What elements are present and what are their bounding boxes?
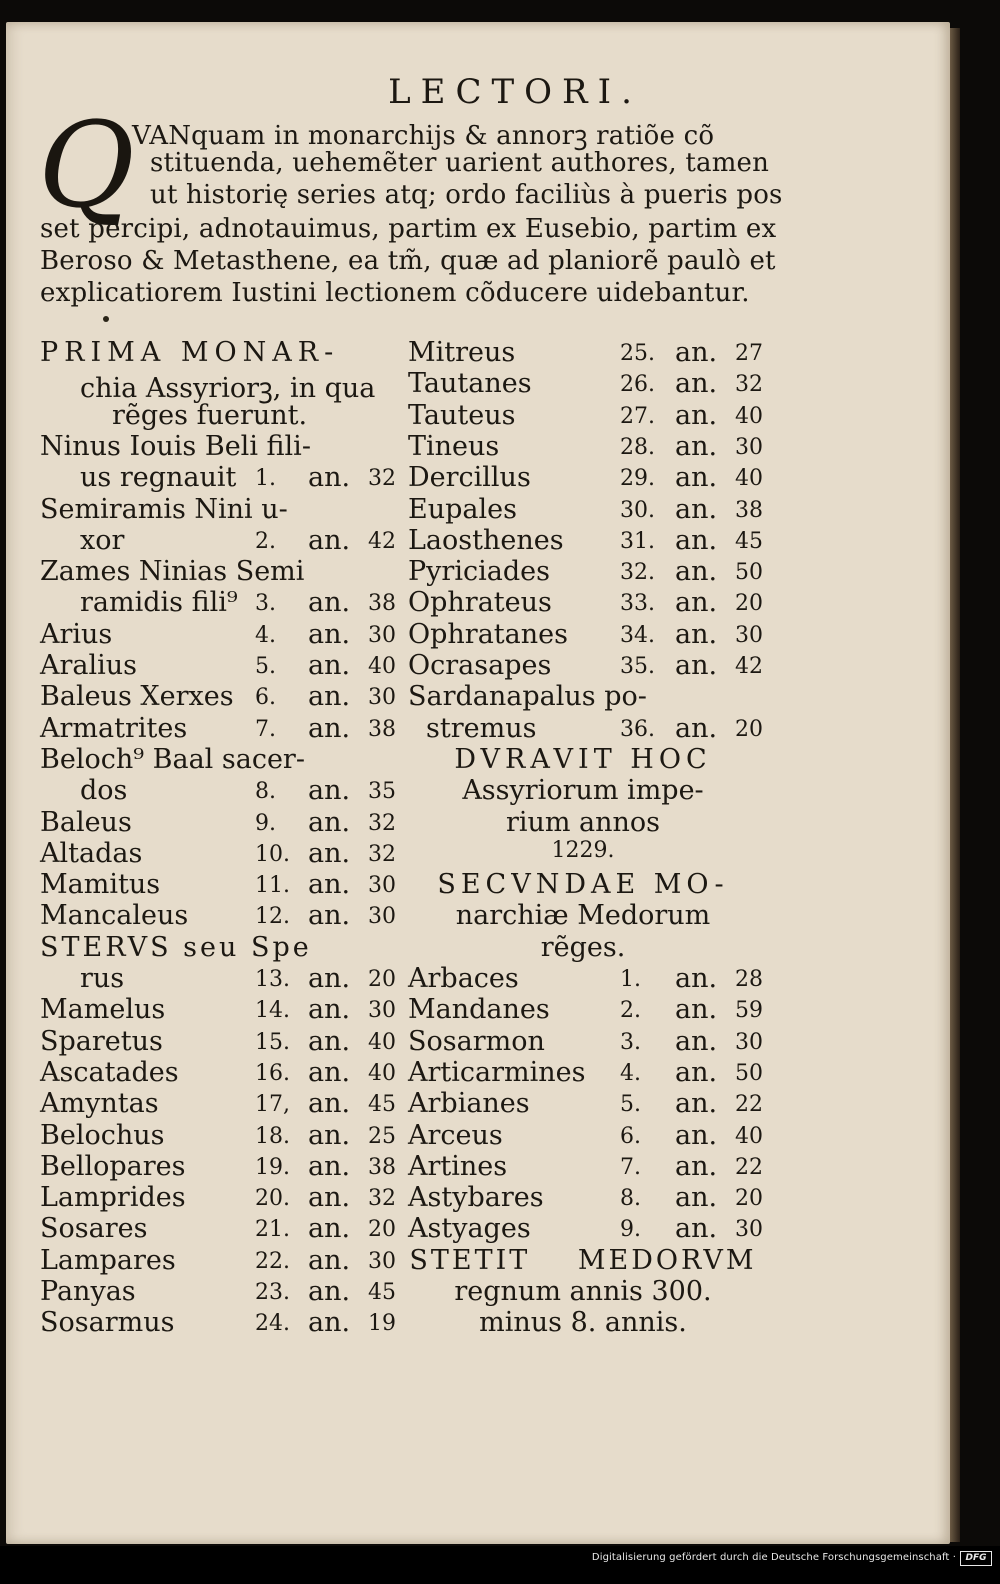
left-entry-text: Ninus Iouis Beli fili-	[40, 430, 311, 462]
right-entry-years: 30	[735, 1029, 763, 1055]
intro-line: stituenda, uehemẽter uarient authores, tamen	[150, 148, 770, 178]
right-entry-text: Arceus	[408, 1119, 503, 1151]
left-entry-text: Panyas	[40, 1276, 136, 1307]
left-entry-number: 1.	[255, 466, 276, 492]
right-entry-years: 59	[735, 998, 763, 1024]
right-entry-an: an.	[675, 1056, 718, 1088]
left-entry-years: 30	[368, 685, 396, 711]
right-entry-an: an.	[675, 1088, 718, 1120]
left-entry-number: 10.	[255, 841, 290, 867]
right-entry-text: Arbaces	[408, 963, 519, 994]
left-entry-text: Ascatades	[40, 1056, 179, 1088]
right-entry-text: Ophratanes	[408, 618, 568, 650]
dfg-logo: DFG	[960, 1551, 992, 1566]
left-entry-text: Sparetus	[40, 1025, 163, 1057]
left-entry-an: an.	[308, 681, 351, 713]
right-entry-text: Artines	[408, 1150, 508, 1182]
left-entry-text: rus	[80, 963, 125, 994]
left-entry-an: an.	[308, 900, 351, 932]
right-entry-an: an.	[675, 650, 718, 681]
left-entry-an: an.	[308, 1182, 351, 1214]
left-entry-number: 15.	[255, 1029, 290, 1055]
right-entry-text: Pyriciades	[408, 556, 550, 588]
left-entry-number: 16.	[255, 1060, 290, 1086]
right-entry-text: Mitreus	[408, 337, 516, 368]
right-entry-years: 20	[735, 716, 763, 742]
right-entry-an: an.	[675, 368, 718, 400]
left-entry-an: an.	[308, 869, 351, 901]
page-heading: LECTORI.	[388, 72, 642, 112]
left-entry-an: an.	[308, 618, 351, 650]
right-entry-number: 30.	[620, 497, 655, 523]
left-entry-years: 20	[368, 1217, 396, 1243]
page-edge	[950, 28, 960, 1542]
intro-line: set percipi, adnotauimus, partim ex Eusebio, partim ex	[40, 214, 777, 244]
left-entry-number: 19.	[255, 1154, 290, 1180]
right-entry-number: 27.	[620, 403, 655, 429]
left-entry-years: 32	[368, 466, 396, 492]
left-entry-text: Belochus	[40, 1119, 165, 1151]
right-entry-text: Astybares	[408, 1182, 544, 1214]
left-entry-years: 45	[368, 1280, 396, 1305]
right-entry-years: 38	[735, 497, 763, 523]
left-entry-number: 7.	[255, 716, 276, 742]
right-entry-text: regnum annis 300.	[454, 1276, 712, 1307]
right-entry-years: 20	[735, 1186, 763, 1212]
right-entry-an: an.	[675, 493, 718, 525]
right-entry-text: Ophrateus	[408, 587, 552, 619]
intro-line: explicatiorem Iustini lectionem cõducere uidebantur.	[40, 278, 750, 308]
right-entry-years: 28	[735, 967, 763, 992]
left-entry-years: 45	[368, 1092, 396, 1118]
intro-line: VANquam in monarchijs & annorꝫ ratiõe cõ	[132, 121, 715, 151]
left-entry-text: rẽges fuerunt.	[112, 399, 308, 431]
left-entry-number: 23.	[255, 1280, 290, 1305]
right-entry-an: an.	[675, 399, 718, 431]
right-entry-years: 32	[735, 372, 763, 398]
right-entry-an: an.	[675, 1119, 718, 1151]
left-entry-text: us regnauit	[80, 462, 237, 494]
right-entry-text: rẽges.	[540, 931, 626, 963]
intro-line: ut historię series atq; ordo faciliùs à pueris pos	[150, 180, 783, 210]
left-entry-an: an.	[308, 1213, 351, 1245]
right-entry-number: 6.	[620, 1123, 641, 1149]
right-entry-an: an.	[675, 524, 718, 556]
right-entry-number: 33.	[620, 591, 655, 617]
left-entry-number: 21.	[255, 1217, 290, 1243]
right-entry-text: 1229.	[551, 837, 615, 863]
left-entry-text: Armatrites	[40, 712, 188, 744]
right-entry-an: an.	[675, 1025, 718, 1057]
right-entry-years: 20	[735, 591, 763, 617]
left-entry-an: an.	[308, 1150, 351, 1182]
digitization-credit: Digitalisierung gefördert durch die Deutsche Forschungsgemeinschaft ·	[591, 1552, 956, 1563]
left-entry-an: an.	[308, 462, 351, 494]
left-entry-text: Lampares	[40, 1244, 176, 1276]
right-entry-number: 28.	[620, 434, 655, 460]
left-entry-text: Mamelus	[40, 994, 166, 1026]
right-entry-an: an.	[675, 994, 718, 1026]
left-entry-years: 19	[368, 1311, 396, 1337]
left-entry-an: an.	[308, 650, 351, 681]
right-entry-years: 30	[735, 434, 763, 460]
left-entry-an: an.	[308, 1276, 351, 1307]
right-entry-text: narchiæ Medorum	[455, 900, 711, 932]
left-entry-text: Mamitus	[40, 869, 161, 901]
right-entry-text: Ocrasapes	[408, 650, 552, 681]
right-entry-an: an.	[675, 618, 718, 650]
right-entry-years: 50	[735, 1060, 763, 1086]
right-entry-number: 2.	[620, 998, 641, 1024]
drop-capital: Q	[38, 96, 135, 234]
left-entry-an: an.	[308, 963, 351, 994]
left-entry-number: 2.	[255, 528, 276, 554]
right-entry-an: an.	[675, 587, 718, 619]
right-entry-years: 30	[735, 622, 763, 648]
right-entry-years: 40	[735, 1123, 763, 1149]
right-entry-number: 5.	[620, 1092, 641, 1118]
right-entry-text: Arbianes	[408, 1088, 530, 1120]
left-entry-text: PRIMA MONAR-	[40, 337, 340, 368]
left-entry-an: an.	[308, 806, 351, 838]
right-entry-years: 40	[735, 466, 763, 492]
right-entry-years: 30	[735, 1217, 763, 1243]
left-entry-years: 38	[368, 716, 396, 742]
left-entry-years: 25	[368, 1123, 396, 1149]
intro-line: Beroso & Metasthene, ea tm̃, quæ ad planiorẽ paulò et	[40, 246, 776, 276]
left-entry-years: 32	[368, 841, 396, 867]
left-entry-text: Baleus Xerxes	[40, 681, 234, 713]
right-entry-number: 9.	[620, 1217, 641, 1243]
right-entry-text: Assyriorum impe-	[462, 775, 704, 807]
left-entry-number: 20.	[255, 1186, 290, 1212]
right-entry-text: Eupales	[408, 493, 517, 525]
left-entry-number: 6.	[255, 685, 276, 711]
left-entry-text: Beloch⁹ Baal sacer-	[40, 743, 305, 775]
left-entry-number: 14.	[255, 998, 290, 1024]
left-entry-text: Mancaleus	[40, 900, 189, 932]
left-entry-years: 30	[368, 622, 396, 648]
left-entry-an: an.	[308, 712, 351, 744]
left-entry-years: 40	[368, 654, 396, 679]
left-entry-years: 32	[368, 1186, 396, 1212]
right-entry-number: 36.	[620, 716, 655, 742]
left-entry-years: 38	[368, 591, 396, 617]
left-entry-text: STERVS seu Spe	[40, 931, 312, 963]
left-entry-an: an.	[308, 1119, 351, 1151]
left-entry-an: an.	[308, 994, 351, 1026]
left-entry-years: 40	[368, 1029, 396, 1055]
left-entry-an: an.	[308, 524, 351, 556]
left-entry-years: 32	[368, 810, 396, 836]
right-entry-number: 35.	[620, 654, 655, 679]
left-entry-text: Sosares	[40, 1213, 148, 1245]
left-entry-an: an.	[308, 1088, 351, 1120]
right-entry-text: rium annos	[505, 806, 661, 838]
left-entry-number: 13.	[255, 967, 290, 992]
right-entry-text: Mandanes	[408, 994, 550, 1026]
left-entry-number: 12.	[255, 904, 290, 930]
right-entry-text: Tautanes	[408, 368, 532, 400]
left-entry-years: 20	[368, 967, 396, 992]
left-entry-years: 30	[368, 904, 396, 930]
right-entry-text: Articarmines	[408, 1056, 586, 1088]
right-entry-text: Tauteus	[408, 399, 516, 431]
left-entry-years: 30	[368, 998, 396, 1024]
left-entry-an: an.	[308, 775, 351, 807]
left-entry-years: 30	[368, 873, 396, 899]
right-entry-years: 45	[735, 528, 763, 554]
left-entry-years: 30	[368, 1248, 396, 1274]
left-entry-number: 18.	[255, 1123, 290, 1149]
ink-dot	[103, 316, 109, 322]
left-entry-text: ramidis fili⁹	[80, 587, 238, 619]
left-entry-number: 11.	[255, 873, 290, 899]
left-entry-number: 3.	[255, 591, 276, 617]
left-entry-text: Aralius	[40, 650, 138, 681]
left-entry-number: 8.	[255, 779, 276, 805]
right-entry-text: minus 8. annis.	[479, 1307, 687, 1339]
right-entry-an: an.	[675, 337, 718, 368]
left-entry-text: xor	[80, 524, 125, 556]
right-entry-years: 50	[735, 560, 763, 586]
right-entry-text: Dercillus	[408, 462, 531, 494]
right-entry-years: 22	[735, 1092, 763, 1118]
left-entry-text: Arius	[40, 618, 113, 650]
left-entry-text: dos	[80, 775, 128, 807]
right-entry-an: an.	[675, 462, 718, 494]
right-entry-number: 32.	[620, 560, 655, 586]
left-entry-number: 24.	[255, 1311, 290, 1337]
right-entry-text: Sosarmon	[408, 1025, 545, 1057]
left-entry-text: Zames Ninias Semi	[40, 556, 305, 588]
left-entry-years: 42	[368, 528, 396, 554]
right-entry-number: 34.	[620, 622, 655, 648]
left-entry-an: an.	[308, 1307, 351, 1339]
right-entry-text: stremus	[426, 712, 537, 744]
left-entry-text: Semiramis Nini u-	[40, 493, 288, 525]
right-entry-years: 42	[735, 654, 763, 679]
left-entry-text: Baleus	[40, 806, 132, 838]
right-entry-text: Sardanapalus po-	[408, 681, 647, 713]
right-entry-text: Astyages	[408, 1213, 531, 1245]
right-entry-text: Tineus	[408, 430, 500, 462]
right-entry-number: 8.	[620, 1186, 641, 1212]
left-entry-text: chia Assyriorꝫ, in qua	[80, 373, 376, 405]
right-entry-text: SECVNDAE MO-	[437, 869, 729, 901]
left-entry-an: an.	[308, 1244, 351, 1276]
right-entry-an: an.	[675, 430, 718, 462]
right-entry-an: an.	[675, 1150, 718, 1182]
left-entry-number: 4.	[255, 622, 276, 648]
left-entry-text: Sosarmus	[40, 1307, 175, 1339]
left-entry-number: 22.	[255, 1248, 290, 1274]
right-entry-text: STETIT MEDORVM	[409, 1244, 757, 1276]
right-entry-number: 3.	[620, 1029, 641, 1055]
right-entry-years: 27	[735, 341, 763, 366]
right-entry-an: an.	[675, 556, 718, 588]
right-entry-number: 25.	[620, 341, 655, 366]
left-entry-number: 9.	[255, 810, 276, 836]
right-entry-number: 7.	[620, 1154, 641, 1180]
right-entry-years: 22	[735, 1154, 763, 1180]
left-entry-number: 5.	[255, 654, 276, 679]
right-entry-number: 29.	[620, 466, 655, 492]
left-entry-years: 40	[368, 1060, 396, 1086]
left-entry-an: an.	[308, 587, 351, 619]
right-entry-an: an.	[675, 712, 718, 744]
right-entry-number: 26.	[620, 372, 655, 398]
right-entry-number: 4.	[620, 1060, 641, 1086]
right-entry-an: an.	[675, 1213, 718, 1245]
left-entry-text: Lamprides	[40, 1182, 186, 1214]
left-entry-years: 38	[368, 1154, 396, 1180]
right-entry-text: Laosthenes	[408, 524, 564, 556]
left-entry-text: Altadas	[40, 837, 143, 869]
left-entry-text: Amyntas	[40, 1088, 159, 1120]
right-entry-an: an.	[675, 963, 718, 994]
right-entry-number: 31.	[620, 528, 655, 554]
left-entry-an: an.	[308, 837, 351, 869]
left-entry-an: an.	[308, 1025, 351, 1057]
left-entry-years: 35	[368, 779, 396, 805]
left-entry-an: an.	[308, 1056, 351, 1088]
left-entry-text: Bellopares	[40, 1150, 186, 1182]
right-entry-number: 1.	[620, 967, 641, 992]
left-entry-number: 17,	[255, 1092, 290, 1118]
right-entry-years: 40	[735, 403, 763, 429]
right-entry-an: an.	[675, 1182, 718, 1214]
right-entry-text: DVRAVIT HOC	[454, 743, 712, 775]
